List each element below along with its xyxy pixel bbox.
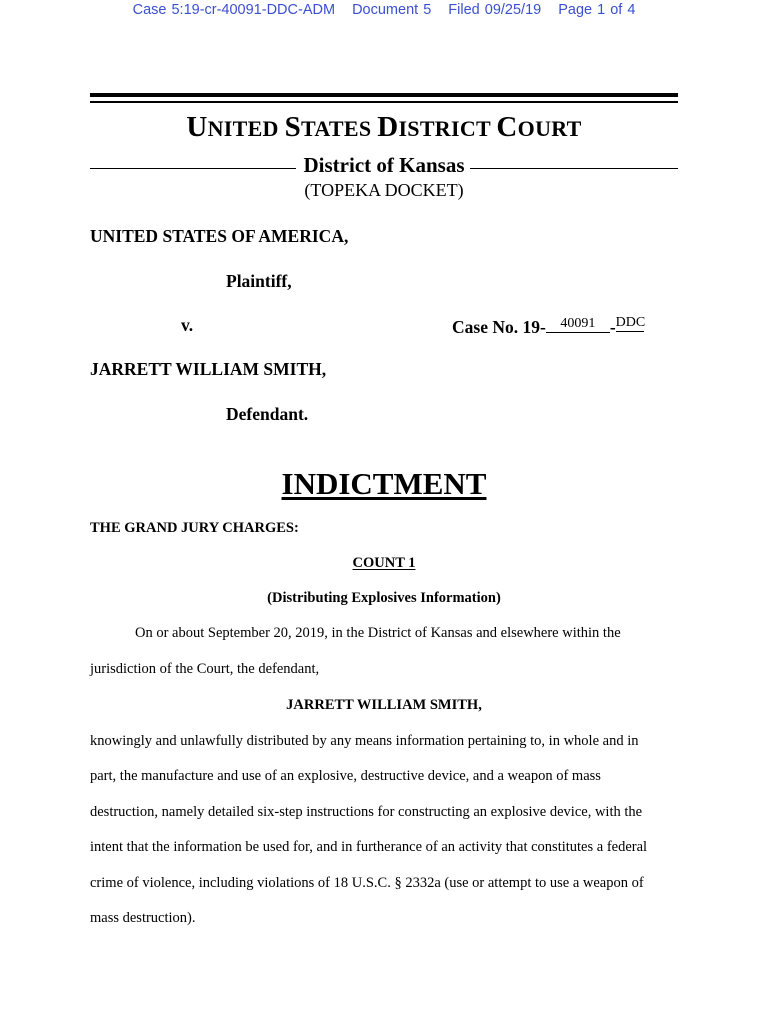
docket-label: (TOPEKA DOCKET) xyxy=(304,180,464,200)
paragraph-line: part, the manufacture and use of an explosive, destructive device, and a weapon of mass xyxy=(90,768,601,784)
plaintiff-role: Plaintiff, xyxy=(226,271,292,291)
paragraph-line: On or about September 20, 2019, in the District of Kansas and elsewhere within the xyxy=(135,625,621,641)
filing-header xyxy=(0,2,768,18)
plaintiff-name: UNITED STATES OF AMERICA, xyxy=(90,226,349,246)
case-number-label: Case No. 19- xyxy=(452,317,546,337)
district-name: District of Kansas xyxy=(301,153,468,177)
court-initial-u: U xyxy=(186,111,208,143)
paragraph-line: mass destruction). xyxy=(90,910,196,926)
court-word-rest: TATES xyxy=(301,116,378,141)
case-number xyxy=(452,315,644,338)
court-name xyxy=(0,111,768,144)
count-subheading: (Distributing Explosives Information) xyxy=(267,590,501,606)
count-heading: COUNT 1 xyxy=(352,555,416,571)
header-rule-thick xyxy=(90,93,678,97)
filing-case-number: Case 5:19-cr-40091-DDC-ADM xyxy=(132,2,336,18)
court-initial-d: D xyxy=(377,111,399,143)
court-word-rest: OURT xyxy=(517,116,582,141)
paragraph-line: knowingly and unlawfully distributed by any means information pertaining to, in whole and in xyxy=(90,733,639,749)
case-number-value: 40091 xyxy=(546,316,610,333)
filing-page: Page 1 of 4 xyxy=(558,2,636,18)
paragraph-line: destruction, namely detailed six-step instructions for constructing an explosive device, with the xyxy=(90,804,643,820)
document-title: INDICTMENT xyxy=(281,466,487,501)
header-rule-thin xyxy=(90,101,678,103)
defendant-name-centered: JARRETT WILLIAM SMITH, xyxy=(286,697,482,713)
court-word-rest: ISTRICT xyxy=(398,116,497,141)
court-initial-c: C xyxy=(496,111,518,143)
defendant-name: JARRETT WILLIAM SMITH, xyxy=(90,359,327,379)
paragraph-line: crime of violence, including violations of 18 U.S.C. § 2332a (use or attempt to use a weapon of xyxy=(90,875,644,891)
paragraph-line: jurisdiction of the Court, the defendant, xyxy=(90,661,320,677)
versus: v. xyxy=(181,315,194,335)
district-row xyxy=(90,153,678,180)
defendant-role: Defendant. xyxy=(226,404,309,424)
court-initial-s: S xyxy=(284,111,301,143)
filing-date: Filed 09/25/19 xyxy=(448,2,542,18)
case-number-separator: - xyxy=(609,317,616,337)
paragraph-line: intent that the information be used for, and in furtherance of an activity that constitutes a federal xyxy=(90,839,648,855)
filing-document: Document 5 xyxy=(352,2,432,18)
case-number-judge: DDC xyxy=(615,315,646,330)
charges-intro: THE GRAND JURY CHARGES: xyxy=(90,520,299,536)
court-word-rest: NITED xyxy=(207,116,285,141)
